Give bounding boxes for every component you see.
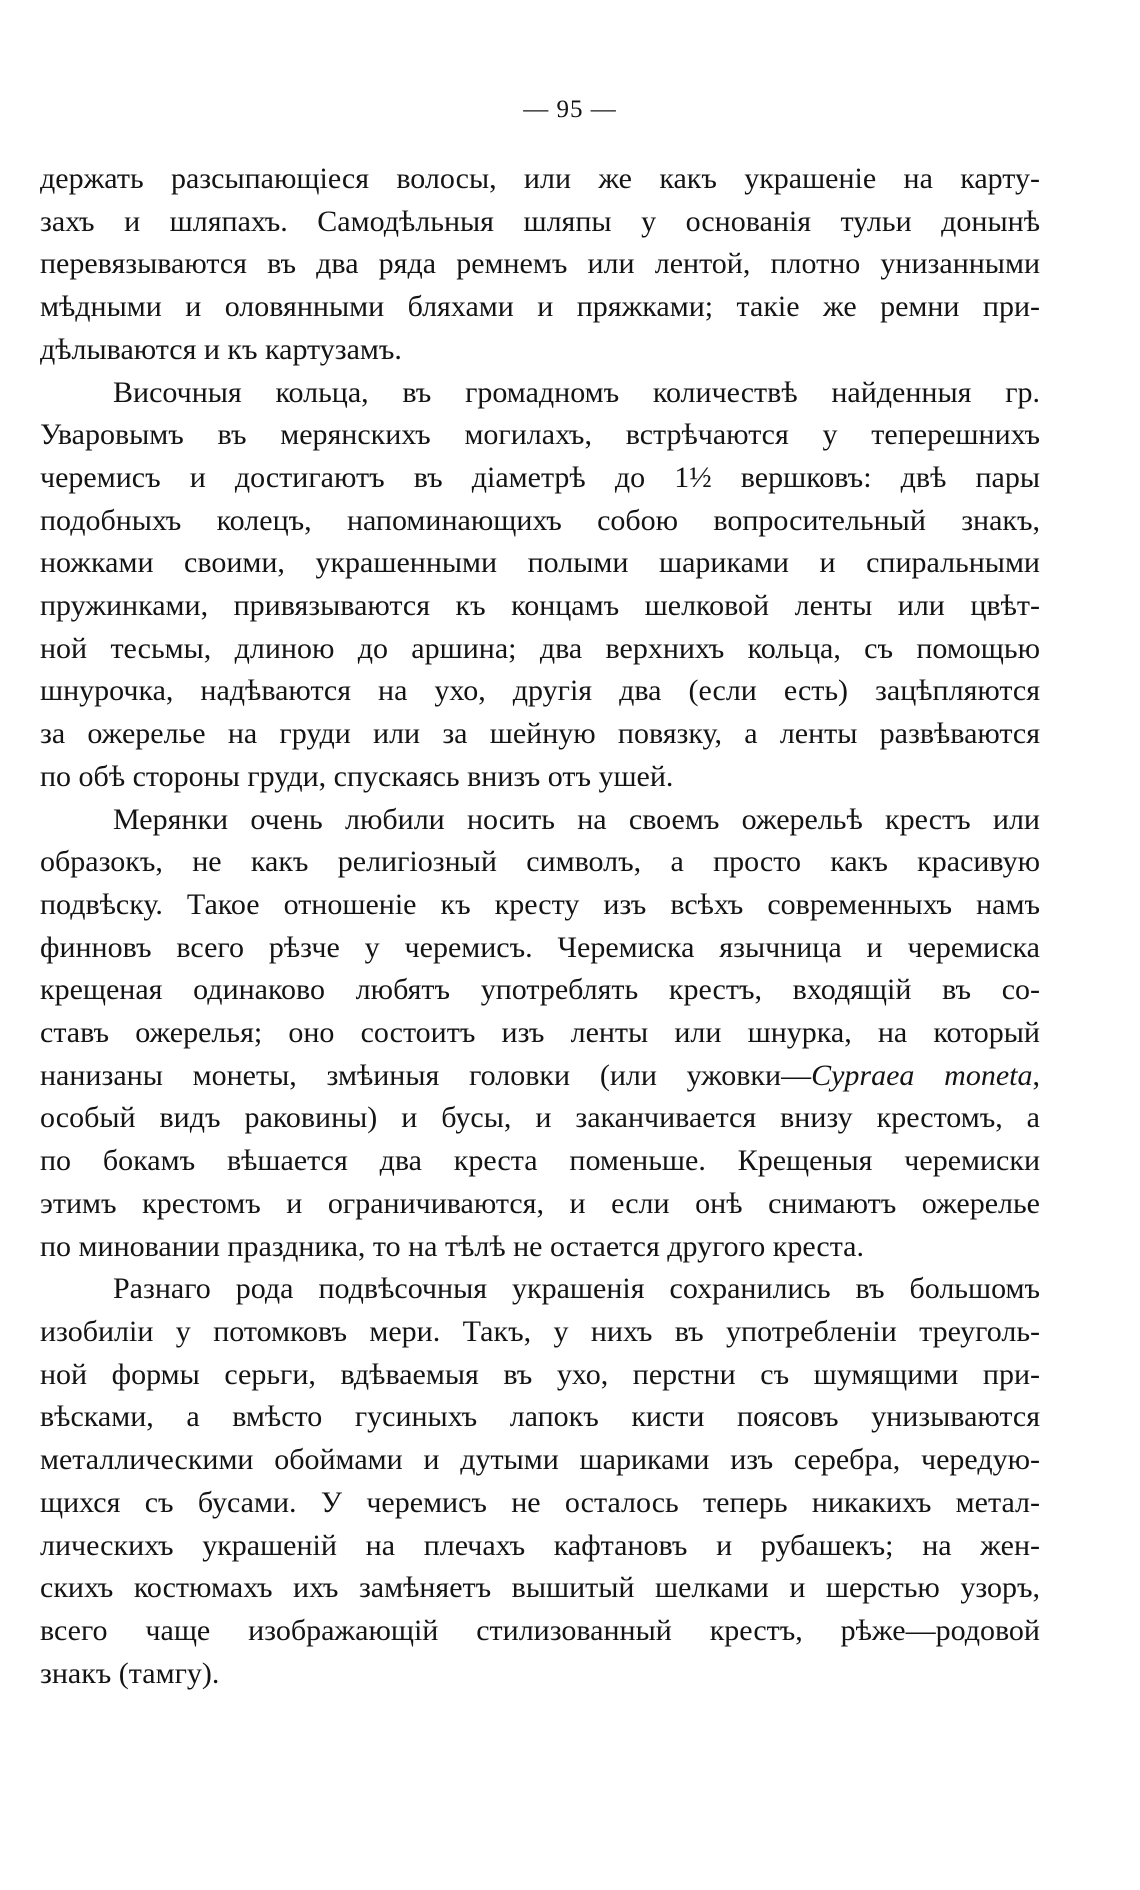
text-line: скихъ костюмахъ ихъ замѣняетъ вышитый шелками и шерстью узоръ, [40, 1571, 1040, 1605]
text-line: Мерянки очень любили носить на своемъ ожерельѣ крестъ или [113, 802, 1040, 836]
text-line: ставъ ожерелья; оно состоитъ изъ ленты или шнурка, на который [40, 1016, 1040, 1050]
text-line: финновъ всего рѣзче у черемисъ. Черемиска язычница и черемиска [40, 930, 1040, 964]
body-text [40, 158, 1040, 1695]
text-line: подвѣску. Такое отношеніе къ кресту изъ всѣхъ современныхъ намъ [40, 887, 1040, 921]
text-line-with-italic [40, 1055, 1040, 1098]
paragraph-3 [40, 799, 1040, 1269]
text-line: пружинками, привязываются къ концамъ шелковой ленты или цвѣт- [40, 589, 1040, 623]
text-line: Уваровымъ въ мерянскихъ могилахъ, встрѣчаются у теперешнихъ [40, 418, 1040, 452]
text-line: вѣсками, а вмѣсто гусиныхъ лапокъ кисти поясовъ унизываются [40, 1400, 1040, 1434]
text-line: за ожерелье на груди или за шейную повязку, а ленты развѣваются [40, 717, 1040, 751]
text-line: по обѣ стороны груди, спускаясь внизъ отъ ушей. [40, 759, 674, 793]
text-line: шнурочка, надѣваются на ухо, другія два (если есть) зацѣпляются [40, 674, 1040, 708]
text-line: захъ и шляпахъ. Самодѣльныя шляпы у основанія тульи донынѣ [40, 204, 1040, 238]
text-line: ножками своими, украшенными полыми шариками и спиральными [40, 546, 1040, 580]
text-line: изобиліи у потомковъ мери. Такъ, у нихъ въ употребленіи треуголь- [40, 1314, 1040, 1348]
text-line: этимъ крестомъ и ограничиваются, и если онѣ снимаютъ ожерелье [40, 1186, 1040, 1220]
text-line: мѣдными и оловянными бляхами и пряжками; такіе же ремни при- [40, 290, 1040, 324]
text-line: Височныя кольца, въ громадномъ количествѣ найденныя гр. [113, 375, 1040, 409]
text-line: особый видъ раковины) и бусы, и заканчивается внизу крестомъ, а [40, 1101, 1040, 1135]
paragraph-4 [40, 1268, 1040, 1695]
text-line: крещеная одинаково любятъ употреблять крестъ, входящій въ со- [40, 973, 1040, 1007]
text-line: металлическими обоймами и дутыми шариками изъ серебра, чередую- [40, 1443, 1040, 1477]
text-line: перевязываются въ два ряда ремнемъ или лентой, плотно унизанными [40, 247, 1040, 281]
page-number: — 95 — [523, 96, 617, 123]
text-line: ной тесьмы, длиною до аршина; два верхнихъ кольца, съ помощью [40, 631, 1040, 665]
paragraph-2 [40, 372, 1040, 799]
text-line: по бокамъ вѣшается два креста поменьше. Крещеныя черемиски [40, 1144, 1040, 1178]
text-line: подобныхъ колецъ, напоминающихъ собою вопросительный знакъ, [40, 503, 1040, 537]
text-line: дѣлываются и къ картузамъ. [40, 332, 402, 366]
text-line: Разнаго рода подвѣсочныя украшенія сохранились въ большомъ [113, 1272, 1040, 1306]
text-line: образокъ, не какъ религіозный символъ, а просто какъ красивую [40, 845, 1040, 879]
text-line: ной формы серьги, вдѣваемыя въ ухо, перстни съ шумящими при- [40, 1357, 1040, 1391]
latin-term: Cypraea moneta [811, 1058, 1033, 1092]
text-segment: , [1032, 1058, 1040, 1092]
text-line: щихся съ бусами. У черемисъ не осталось теперь никакихъ метал- [40, 1485, 1040, 1519]
text-line: по миновании праздника, то на тѣлѣ не остается другого креста. [40, 1229, 864, 1263]
text-line: всего чаще изображающій стилизованный крестъ, рѣже—родовой [40, 1613, 1040, 1647]
text-segment: нанизаны монеты, змѣиныя головки (или ужовки— [40, 1058, 812, 1092]
text-line: черемисъ и достигаютъ въ діаметрѣ до 1½ вершковъ: двѣ пары [40, 460, 1040, 494]
text-line: знакъ (тамгу). [40, 1656, 220, 1690]
paragraph-1 [40, 158, 1040, 372]
text-line: держать разсыпающіеся волосы, или же какъ украшеніе на карту- [40, 162, 1040, 195]
text-line: лическихъ украшеній на плечахъ кафтановъ и рубашекъ; на жен- [40, 1528, 1040, 1562]
